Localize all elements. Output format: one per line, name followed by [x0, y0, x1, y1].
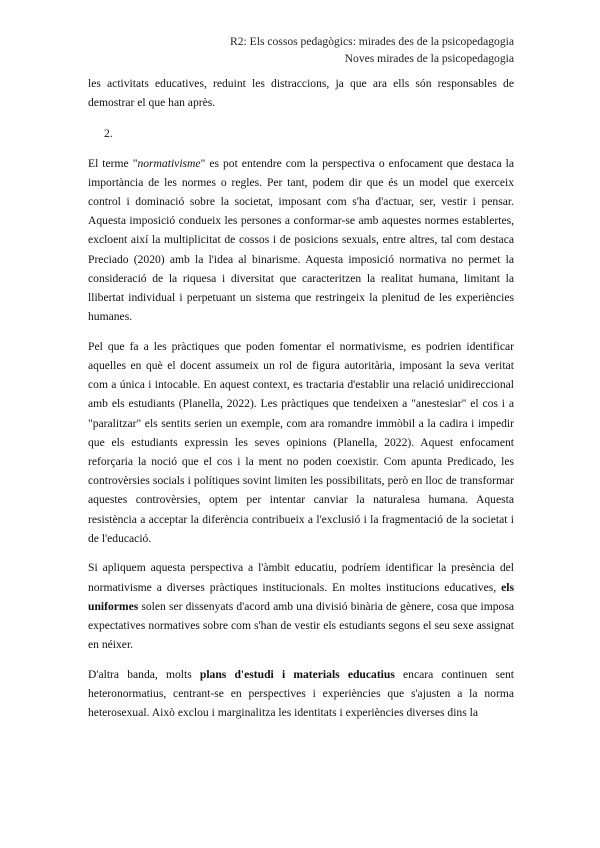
paragraph-text: encara continuen sent heteronormatius, centrant-se en perspectives i experiències que s'ajusten a la norma heterosexual. Això exclou i marginalitza les identitats i experiències diverses dins la: [88, 667, 514, 720]
paragraph-text: Si apliquem aquesta perspectiva a l'àmbit educatiu, podríem identificar la presència del normativisme a diverses pràctiques institucionals. En moltes institucions educatives,: [88, 561, 514, 594]
bold-term: els uniformes: [88, 580, 514, 613]
page-header: [230, 33, 514, 67]
paragraph-practices: Pel que fa a les pràctiques que poden fomentar el normativisme, es podrien identificar aquelles en què el docent assumeix un rol de figura autoritària, imposant la seva veritat com a única i intocable. En aquest context, es tractaria d'establir una relació unidireccional amb els estudiants (Planella, 2022). Les pràctiques que tendeixen a "anestesiar" el cos i a "paralitzar" els sentits serien un exemple, com ara romandre immòbil a la cadira i impedir que els estudiants expressin les seves opinions (Planella, 2022). Aquest enfocament reforçaria la noció que el cos i la ment no poden coexistir. Com apunta Predicado, les controvèrsies socials i polítiques sovint limiten les possibilitats, però en lloc de transformar aquestes controvèrsies, optem per intentar canviar la naturalesa humana. Aquesta resistència a acceptar la diferència contribueix a l'exclusió i la fragmentació de la societat i de l'educació.: [88, 339, 514, 545]
document-body: [88, 74, 514, 733]
paragraph-text: " es pot entendre com la perspectiva o enfocament que destaca la importància de les normes o regles. Per tant, podem dir que és un model que exerceix control i dominació sobre la societat, imposant com s'ha d'actuar, ser, vestir i pensar. Aquesta imposició condueix les persones a conformar-se amb aquestes normes establertes, excloent així la multiplicitat de cossos i de posicions sexuals, entre altres, tal com destaca Preciado (2020) amb la l'idea al binarisme. Aquesta imposició normativa no permet la consideració de la riquesa i diversitat que caracteritzen la realitat humana, limitant la llibertat individual i perpetuant un sistema que restringeix la plenitud de les experiències humanes.: [88, 156, 514, 324]
bold-term: plans d'estudi i materials educatius: [199, 667, 395, 681]
header-title-line: R2: Els cossos pedagògics: mirades des de la psicopedagogia: [230, 35, 514, 48]
paragraph-text: El terme ": [88, 156, 138, 170]
paragraph-text: D'altra banda, molts: [88, 667, 200, 681]
paragraph-institutional: [88, 558, 514, 654]
paragraph-normativism-definition: [88, 154, 514, 327]
emphasized-term: normativisme: [137, 156, 201, 170]
list-number: 2.: [104, 127, 113, 141]
paragraph-text: solen ser dissenyats d'acord amb una divisió binària de gènere, cosa que imposa expectatives normatives sobre com s'han de vestir els estudiants segons el seu sexe assignat en néixer.: [88, 599, 514, 652]
header-subtitle-line: Noves mirades de la psicopedagogia: [344, 52, 514, 65]
paragraph-curricula: [88, 665, 514, 723]
paragraph-continuation: les activitats educatives, reduint les distraccions, ja que ara ells són responsables de demostrar el que han après.: [88, 77, 514, 110]
